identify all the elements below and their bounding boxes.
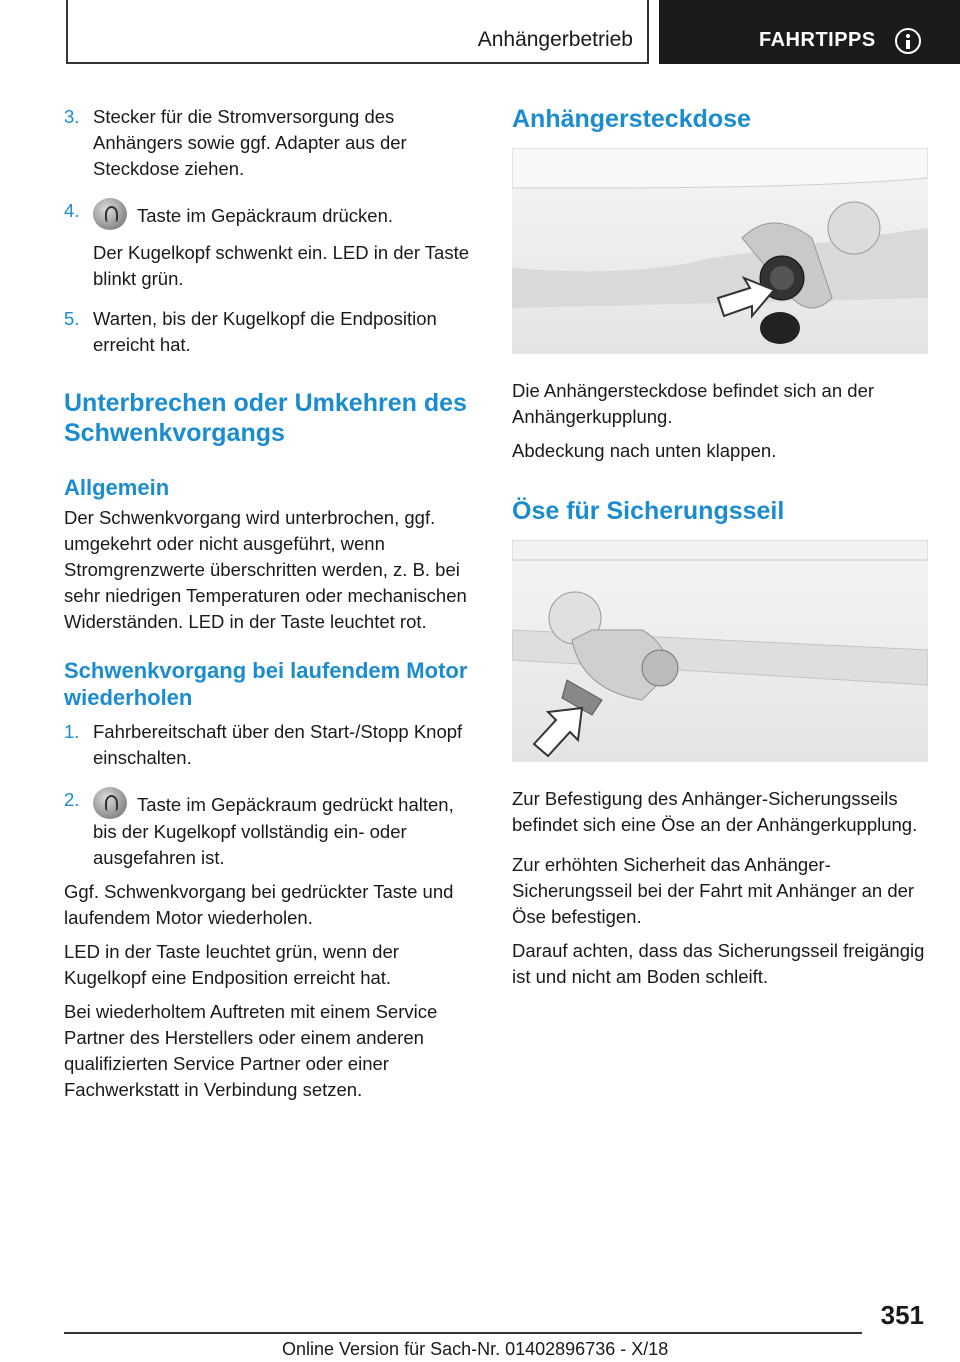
section-label: FAHRTIPPS	[759, 29, 876, 51]
right-column	[512, 104, 928, 990]
list-item	[64, 306, 480, 358]
paragraph: Zur erhöhten Sicherheit das Anhänger-Sicherungsseil bei der Fahrt mit Anhänger an der Öse befestigen.	[512, 854, 915, 927]
trailer-socket-illustration	[512, 148, 928, 354]
list-item	[64, 719, 480, 771]
trailer-hitch-button-icon	[93, 198, 127, 230]
header-chapter-box	[66, 0, 649, 64]
list-text: Taste im Gepäckraum drücken.	[137, 205, 394, 226]
safety-eye-svg	[512, 540, 928, 762]
paragraph: Darauf achten, dass das Sicherungsseil freigängig ist und nicht am Boden schleift.	[512, 940, 925, 987]
page-number: 351	[880, 1300, 924, 1330]
paragraph-general: Der Schwenkvorgang wird unterbrochen, ggf. umgekehrt oder nicht ausgeführt, wenn Stromgrenzwerte überschritten werden, z. B. bei sehr niedrigen Temperaturen oder mechanischen Widerständen. LED in der Taste leuchtet rot.	[64, 507, 467, 632]
list-item	[64, 787, 480, 871]
trailer-hitch-button-icon	[93, 787, 127, 819]
list-subtext: Der Kugelkopf schwenkt ein. LED in der Taste blinkt grün.	[93, 242, 470, 289]
list-number: 4.	[64, 200, 80, 221]
paragraph: Bei wiederholtem Auftreten mit einem Service Partner des Herstellers oder einem anderen qualifizierten Service Partner oder einer Fachwerkstatt in Verbindung setzen.	[64, 1001, 438, 1100]
paragraph: Ggf. Schwenkvorgang bei gedrückter Taste und laufendem Motor wiederholen.	[64, 881, 454, 928]
paragraph: LED in der Taste leuchtet grün, wenn der Kugelkopf eine Endposition erreicht hat.	[64, 941, 399, 988]
list-item	[64, 198, 480, 292]
footer-divider	[64, 1332, 862, 1334]
chapter-label: Anhängerbetrieb	[477, 28, 633, 51]
paragraph: Die Anhängersteckdose befindet sich an der Anhängerkupplung.	[512, 380, 875, 427]
heading-socket: Anhängersteckdose	[512, 105, 751, 133]
info-icon	[895, 28, 921, 54]
list-number: 2.	[64, 789, 80, 810]
safety-eye-illustration	[512, 540, 928, 762]
heading-eye: Öse für Sicherungsseil	[512, 497, 785, 525]
list-text: Taste im Gepäckraum gedrückt halten, bis der Kugelkopf vollständig ein- oder ausgefahren ist.	[93, 794, 454, 868]
paragraph: Zur Befestigung des Anhänger-Sicherungsseils befindet sich eine Öse an der Anhängerkupplung.	[512, 788, 918, 835]
header-section-box	[659, 0, 960, 64]
list-text: Warten, bis der Kugelkopf die Endposition erreicht hat.	[93, 308, 437, 355]
footer-online-version: Online Version für Sach-Nr. 01402896736 - X/18	[282, 1339, 669, 1359]
heading-interrupt: Unterbrechen oder Umkehren des Schwenkvorgangs	[64, 389, 467, 447]
trailer-socket-svg	[512, 148, 928, 354]
list-text: Stecker für die Stromversorgung des Anhängers sowie ggf. Adapter aus der Steckdose ziehen.	[93, 106, 407, 179]
list-number: 1.	[64, 721, 80, 742]
list-number: 3.	[64, 106, 80, 127]
list-number: 5.	[64, 308, 80, 329]
left-column	[64, 104, 480, 1103]
heading-repeat: Schwenkvorgang bei laufendem Motor wiederholen	[64, 658, 468, 710]
heading-general: Allgemein	[64, 475, 170, 500]
paragraph: Abdeckung nach unten klappen.	[512, 440, 777, 461]
list-item	[64, 104, 480, 182]
list-text: Fahrbereitschaft über den Start-/Stopp Knopf einschalten.	[93, 721, 463, 768]
